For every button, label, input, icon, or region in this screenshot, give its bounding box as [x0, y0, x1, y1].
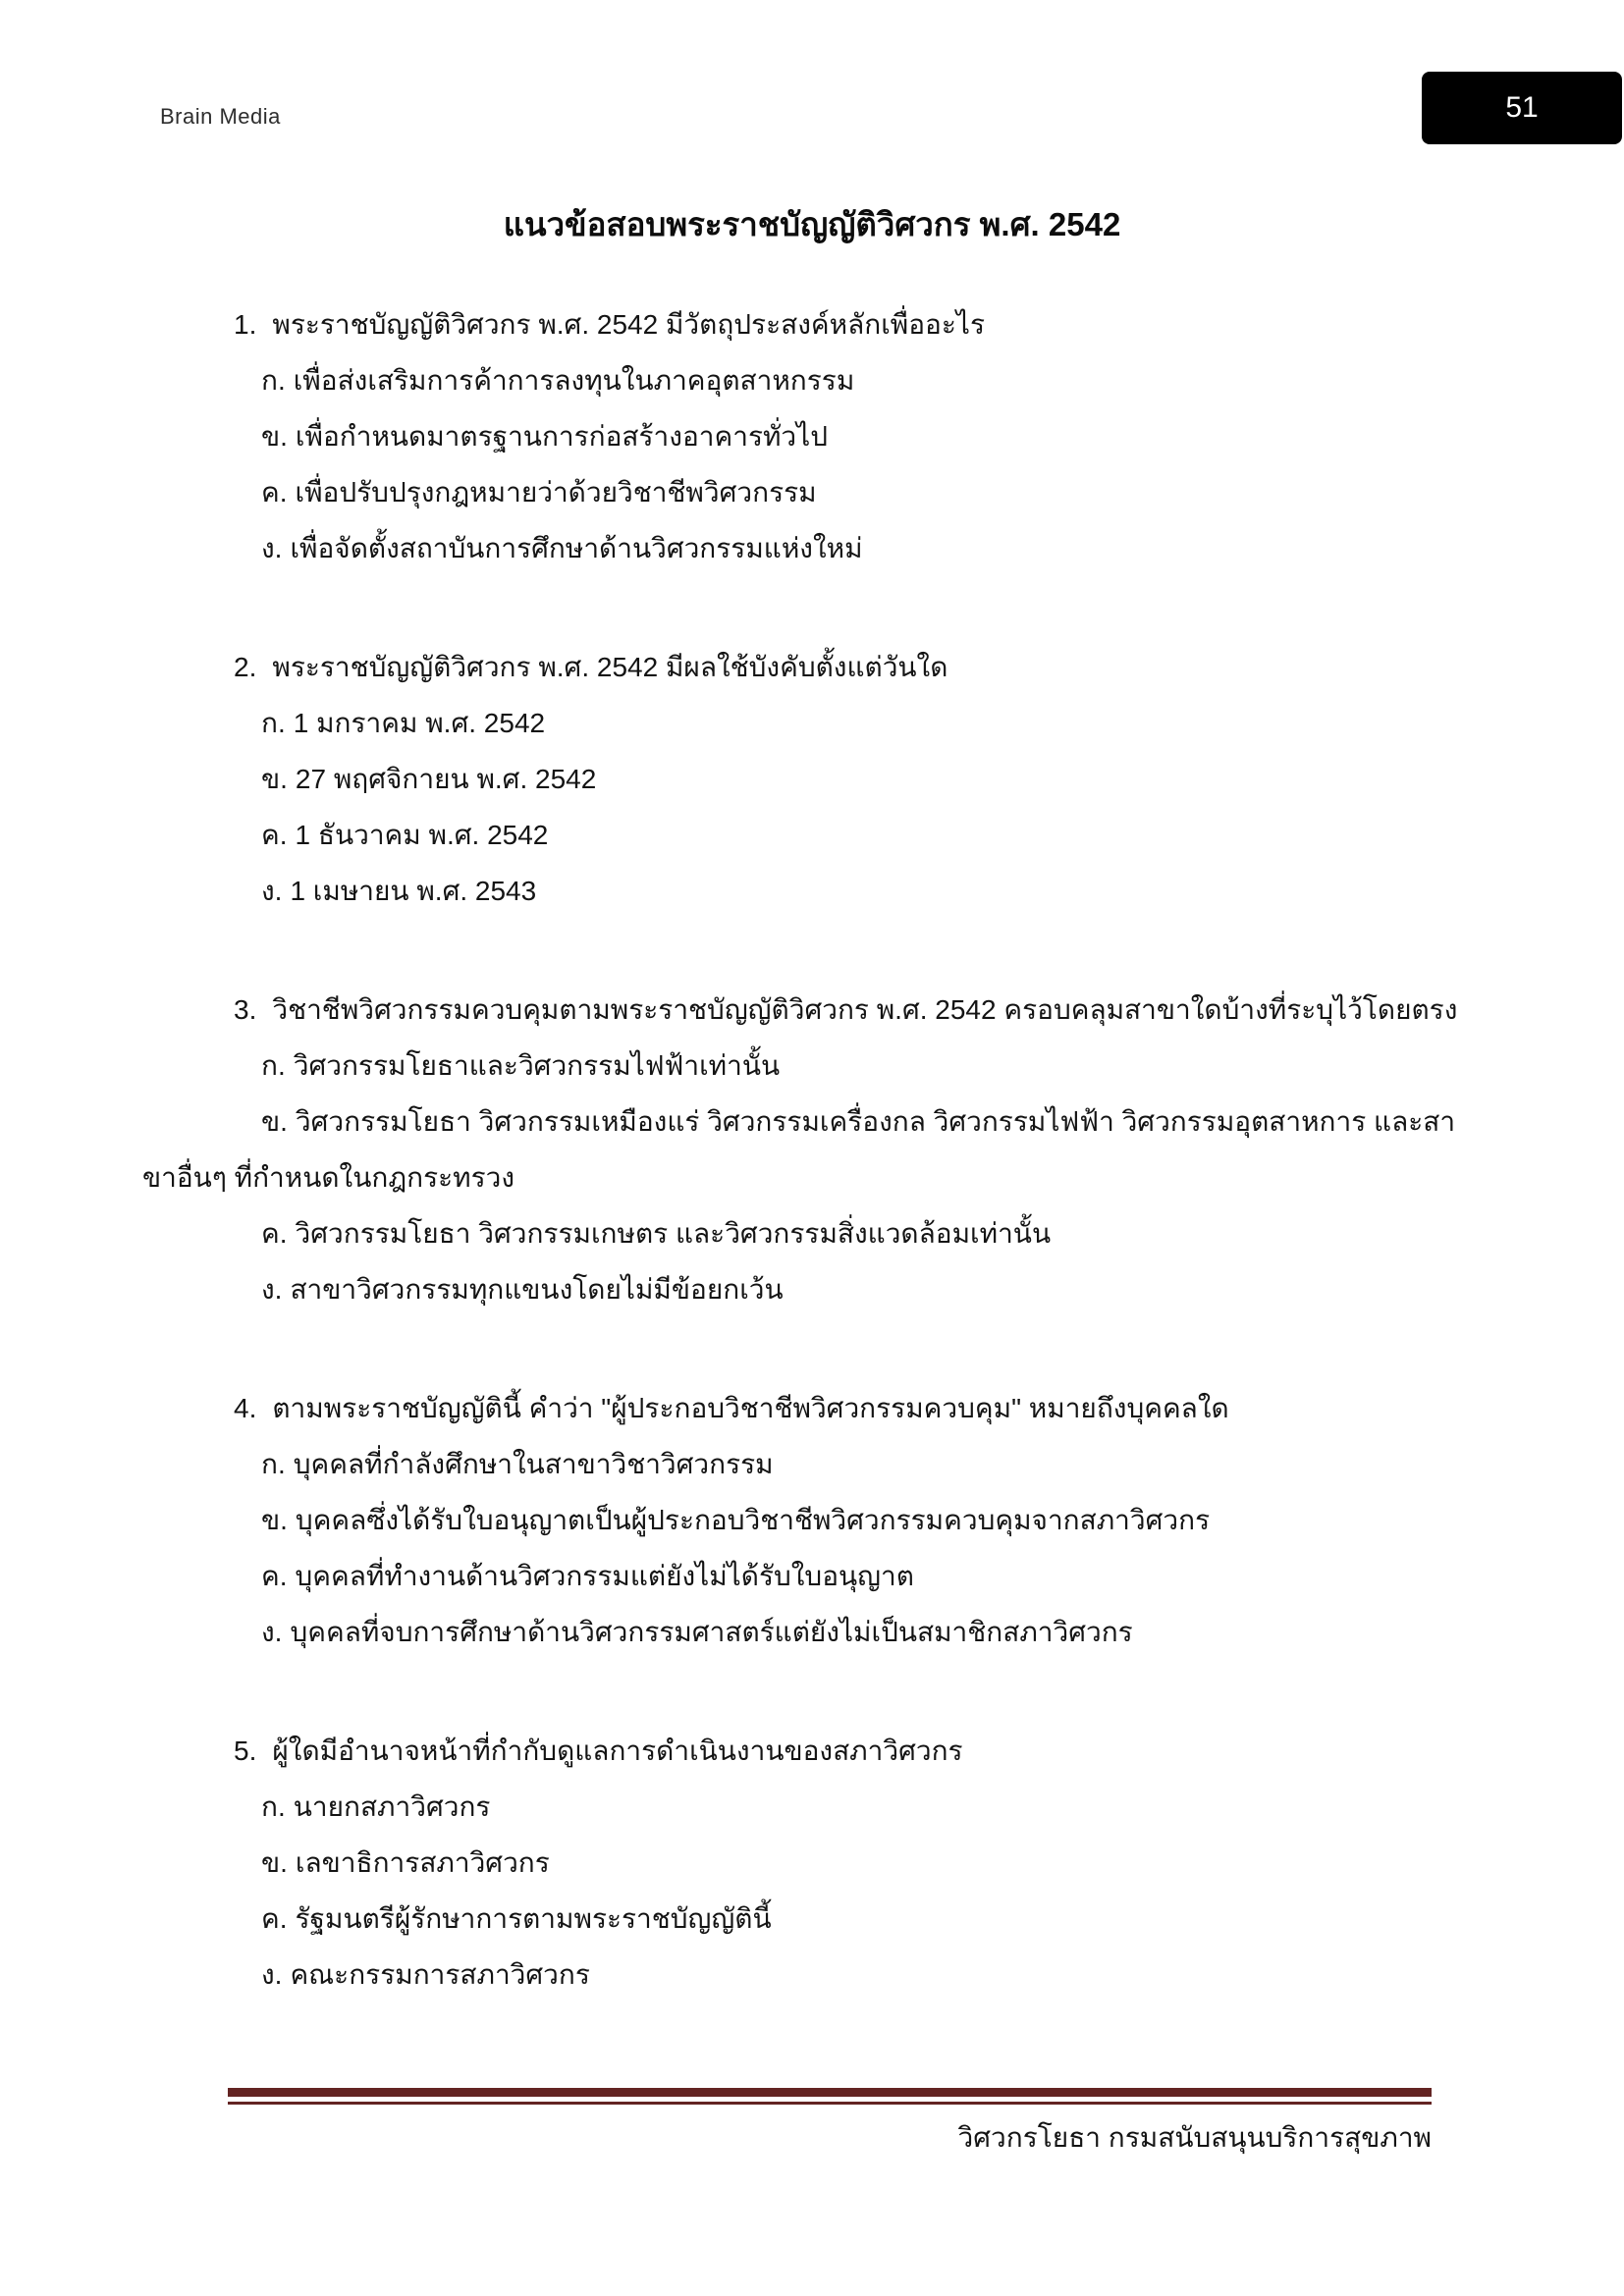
choice-label: ก.: [261, 708, 286, 738]
choice-text: วิศวกรรมโยธา วิศวกรรมเหมืองแร่ วิศวกรรมเครื่องกล วิศวกรรมไฟฟ้า วิศวกรรมอุตสาหการ และสาขาอื่นๆ ที่กำหนดในกฎกระทรวง: [142, 1106, 1456, 1193]
choice-label: ง.: [261, 1274, 283, 1305]
brand-header: Brain Media: [160, 104, 281, 129]
document-title: แนวข้อสอบพระราชบัญญัติวิศวกร พ.ศ. 2542: [503, 206, 1121, 242]
answer-choice: [0, 464, 1485, 520]
choice-label: ค.: [261, 1218, 288, 1249]
answer-choice: [0, 1779, 1485, 1835]
choice-text: วิศวกรรมโยธา วิศวกรรมเกษตร และวิศวกรรมสิ่งแวดล้อมเท่านั้น: [295, 1218, 1052, 1249]
answer-choice: [0, 1205, 1485, 1261]
answer-choice: [0, 352, 1485, 408]
choice-label: ค.: [261, 1561, 288, 1591]
answer-choice: [0, 1835, 1485, 1891]
answer-choice: [0, 408, 1485, 464]
answer-choice: [0, 751, 1485, 807]
choice-text: บุคคลที่กำลังศึกษาในสาขาวิชาวิศวกรรม: [293, 1449, 774, 1479]
page-number-badge: [1422, 72, 1622, 144]
choice-text: 1 เมษายน พ.ศ. 2543: [290, 876, 537, 906]
question-number: 4.: [234, 1393, 257, 1423]
choice-text: บุคคลซึ่งได้รับใบอนุญาตเป็นผู้ประกอบวิชาชีพวิศวกรรมควบคุมจากสภาวิศวกร: [295, 1505, 1211, 1535]
choice-label: ง.: [261, 1959, 283, 1990]
question-stem: วิชาชีพวิศวกรรมควบคุมตามพระราชบัญญัติวิศวกร พ.ศ. 2542 ครอบคลุมสาขาใดบ้างที่ระบุไว้โดยตรง: [272, 994, 1458, 1025]
choice-text: 1 มกราคม พ.ศ. 2542: [293, 708, 546, 738]
choice-text: เพื่อส่งเสริมการค้าการลงทุนในภาคอุตสาหกรรม: [293, 365, 855, 396]
question-number: 1.: [234, 309, 257, 340]
question-text: [0, 1380, 1485, 1436]
page-number: 51: [1505, 91, 1539, 124]
answer-choice: [0, 1947, 1485, 2002]
question-block: [0, 1723, 1485, 2002]
choice-text: 27 พฤศจิกายน พ.ศ. 2542: [295, 764, 597, 794]
choice-label: ข.: [261, 1505, 288, 1535]
answer-choice: [0, 1492, 1485, 1548]
question-number: 5.: [234, 1735, 257, 1766]
answer-choice: [0, 1094, 1485, 1205]
question-stem: ผู้ใดมีอำนาจหน้าที่กำกับดูแลการดำเนินงานของสภาวิศวกร: [272, 1735, 963, 1766]
footer-rule-thick: [228, 2088, 1432, 2097]
question-list: [0, 296, 1485, 2065]
choice-label: ก.: [261, 1791, 286, 1822]
question-text: [0, 639, 1485, 695]
question-number: 3.: [234, 994, 257, 1025]
question-text: [0, 982, 1485, 1038]
answer-choice: [0, 1548, 1485, 1604]
choice-label: ก.: [261, 365, 286, 396]
choice-text: เพื่อกำหนดมาตรฐานการก่อสร้างอาคารทั่วไป: [295, 421, 829, 452]
answer-choice: [0, 863, 1485, 919]
choice-label: ค.: [261, 477, 288, 507]
choice-label: ง.: [261, 876, 283, 906]
choice-text: บุคคลที่จบการศึกษาด้านวิศวกรรมศาสตร์แต่ยังไม่เป็นสมาชิกสภาวิศวกร: [290, 1617, 1133, 1647]
choice-label: ก.: [261, 1050, 286, 1081]
choice-text: วิศวกรรมโยธาและวิศวกรรมไฟฟ้าเท่านั้น: [293, 1050, 781, 1081]
question-text: [0, 296, 1485, 352]
choice-label: ค.: [261, 1903, 288, 1934]
choice-text: เลขาธิการสภาวิศวกร: [295, 1847, 550, 1878]
question-text: [0, 1723, 1485, 1779]
question-block: [0, 639, 1485, 919]
choice-label: ข.: [261, 1106, 288, 1137]
choice-text: คณะกรรมการสภาวิศวกร: [290, 1959, 590, 1990]
choice-text: เพื่อจัดตั้งสถาบันการศึกษาด้านวิศวกรรมแห่งใหม่: [290, 533, 863, 563]
choice-label: ก.: [261, 1449, 286, 1479]
question-block: [0, 296, 1485, 576]
answer-choice: [0, 1261, 1485, 1317]
footer-credit: วิศวกรโยธา กรมสนับสนุนบริการสุขภาพ: [957, 2122, 1432, 2153]
choice-text: 1 ธันวาคม พ.ศ. 2542: [295, 820, 549, 850]
choice-text: รัฐมนตรีผู้รักษาการตามพระราชบัญญัตินี้: [295, 1903, 772, 1934]
choice-label: ค.: [261, 820, 288, 850]
answer-choice: [0, 1604, 1485, 1660]
answer-choice: [0, 1891, 1485, 1947]
choice-label: ข.: [261, 1847, 288, 1878]
answer-choice: [0, 1436, 1485, 1492]
answer-choice: [0, 520, 1485, 576]
choice-text: สาขาวิศวกรรมทุกแขนงโดยไม่มีข้อยกเว้น: [290, 1274, 784, 1305]
question-stem: ตามพระราชบัญญัตินี้ คำว่า "ผู้ประกอบวิชาชีพวิศวกรรมควบคุม" หมายถึงบุคคลใด: [272, 1393, 1229, 1423]
choice-label: ข.: [261, 764, 288, 794]
question-block: [0, 982, 1485, 1317]
footer-rule-thin: [228, 2102, 1432, 2105]
question-stem: พระราชบัญญัติวิศวกร พ.ศ. 2542 มีวัตถุประสงค์หลักเพื่ออะไร: [272, 309, 986, 340]
question-number: 2.: [234, 652, 257, 682]
choice-text: บุคคลที่ทำงานด้านวิศวกรรมแต่ยังไม่ได้รับใบอนุญาต: [295, 1561, 914, 1591]
choice-text: นายกสภาวิศวกร: [293, 1791, 491, 1822]
choice-label: ง.: [261, 1617, 283, 1647]
choice-text: เพื่อปรับปรุงกฎหมายว่าด้วยวิชาชีพวิศวกรรม: [295, 477, 817, 507]
answer-choice: [0, 807, 1485, 863]
question-stem: พระราชบัญญัติวิศวกร พ.ศ. 2542 มีผลใช้บังคับตั้งแต่วันใด: [272, 652, 948, 682]
choice-label: ง.: [261, 533, 283, 563]
choice-label: ข.: [261, 421, 288, 452]
question-block: [0, 1380, 1485, 1660]
answer-choice: [0, 695, 1485, 751]
answer-choice: [0, 1038, 1485, 1094]
